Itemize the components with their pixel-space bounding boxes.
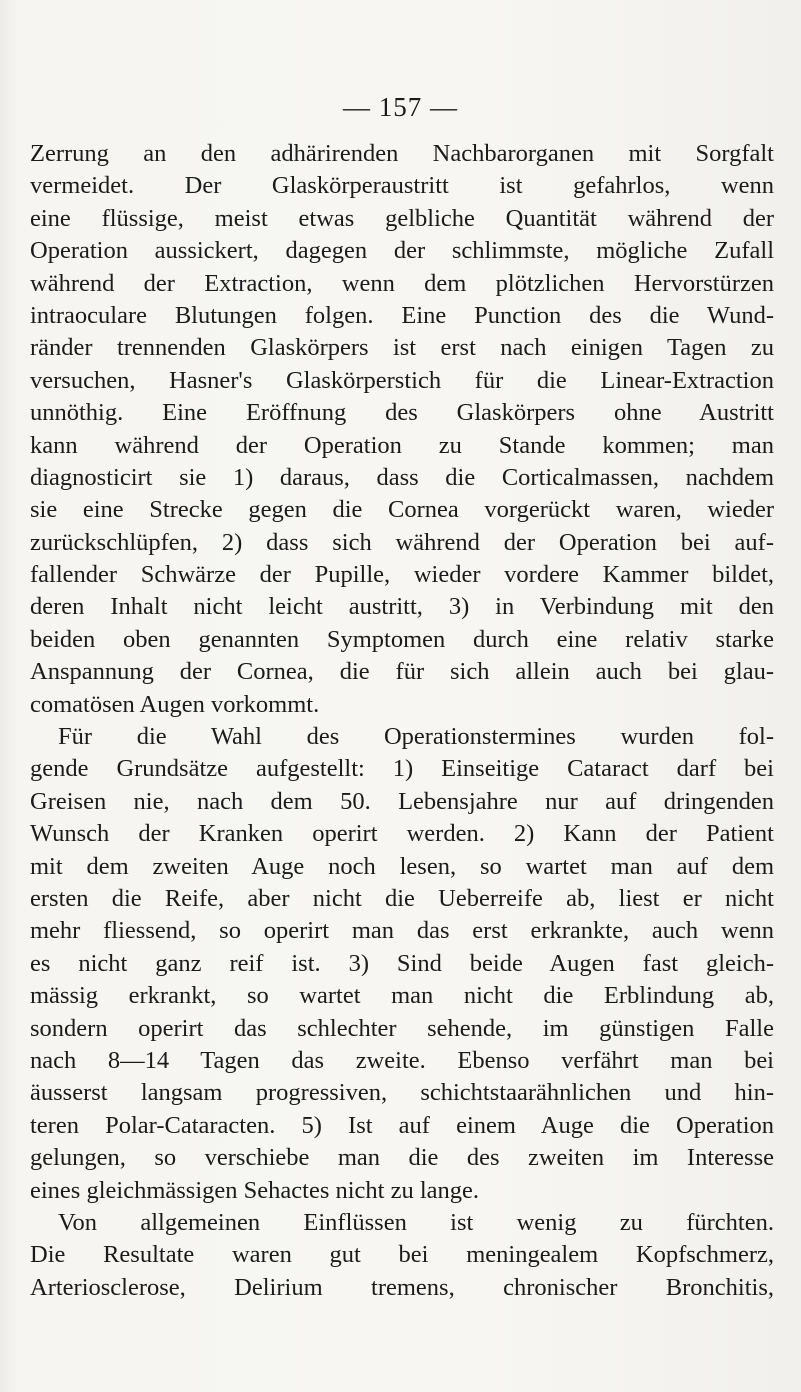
page-number: — 157 — (343, 92, 458, 122)
text-line: gende Grundsätze aufgestellt: 1) Einseitige Cataract darf bei (30, 755, 774, 783)
text-line: ersten die Reife, aber nicht die Ueberreife ab, liest er nicht (30, 884, 774, 912)
body-text (30, 138, 774, 1304)
text-line: mit dem zweiten Auge noch lesen, so wartet man auf dem (30, 852, 774, 880)
text-line: eines gleichmässigen Sehactes nicht zu lange. (30, 1176, 480, 1204)
text-line: Operation aussickert, dagegen der schlimmste, mögliche Zufall (30, 237, 774, 265)
text-line: fallender Schwärze der Pupille, wieder vordere Kammer bildet, (30, 561, 774, 589)
text-line: eine flüssige, meist etwas gelbliche Quantität während der (30, 204, 774, 232)
text-line: beiden oben genannten Symptomen durch eine relativ starke (30, 625, 774, 653)
text-line: Die Resultate waren gut bei meningealem Kopfschmerz, (30, 1241, 774, 1269)
text-line: ränder trennenden Glaskörpers ist erst nach einigen Tagen zu (30, 334, 774, 362)
text-line: deren Inhalt nicht leicht austritt, 3) in Verbindung mit den (30, 593, 774, 621)
text-line: zurückschlüpfen, 2) dass sich während der Operation bei auf- (30, 528, 774, 556)
text-line: comatösen Augen vorkommt. (30, 690, 320, 718)
text-line: vermeidet. Der Glaskörperaustritt ist gefahrlos, wenn (30, 172, 774, 200)
paragraph-start-line: Von allgemeinen Einflüssen ist wenig zu fürchten. (58, 1208, 774, 1236)
text-line: diagnosticirt sie 1) daraus, dass die Corticalmassen, nachdem (30, 463, 774, 491)
text-line: mehr fliessend, so operirt man das erst erkrankte, auch wenn (30, 917, 774, 945)
paragraph-start-line: Für die Wahl des Operationstermines wurden fol- (58, 723, 774, 751)
text-line: teren Polar-Cataracten. 5) Ist auf einem Auge die Operation (30, 1111, 774, 1139)
text-line: Wunsch der Kranken operirt werden. 2) Kann der Patient (30, 820, 774, 848)
text-line: es nicht ganz reif ist. 3) Sind beide Augen fast gleich- (30, 949, 774, 977)
text-line: während der Extraction, wenn dem plötzlichen Hervorstürzen (30, 269, 774, 297)
text-line: versuchen, Hasner's Glaskörperstich für die Linear-Extraction (30, 366, 774, 394)
text-line: mässig erkrankt, so wartet man nicht die Erblindung ab, (30, 982, 774, 1010)
text-line: Anspannung der Cornea, die für sich allein auch bei glau- (30, 658, 774, 686)
text-line: Zerrung an den adhärirenden Nachbarorganen mit Sorgfalt (30, 140, 774, 167)
text-line: intraoculare Blutungen folgen. Eine Punction des die Wund- (30, 301, 774, 329)
text-line: Arteriosclerose, Delirium tremens, chronischer Bronchitis, (30, 1273, 774, 1301)
text-line: unnöthig. Eine Eröffnung des Glaskörpers ohne Austritt (30, 399, 774, 427)
text-line: kann während der Operation zu Stande kommen; man (30, 431, 774, 459)
text-line: sie eine Strecke gegen die Cornea vorgerückt waren, wieder (30, 496, 774, 524)
text-line: äusserst langsam progressiven, schichtstaarähnlichen und hin- (30, 1079, 774, 1107)
text-line: sondern operirt das schlechter sehende, im günstigen Falle (30, 1014, 774, 1042)
text-line: Greisen nie, nach dem 50. Lebensjahre nur auf dringenden (30, 787, 774, 815)
text-line: nach 8—14 Tagen das zweite. Ebenso verfährt man bei (30, 1046, 774, 1074)
text-line: gelungen, so verschiebe man die des zweiten im Interesse (30, 1144, 774, 1172)
